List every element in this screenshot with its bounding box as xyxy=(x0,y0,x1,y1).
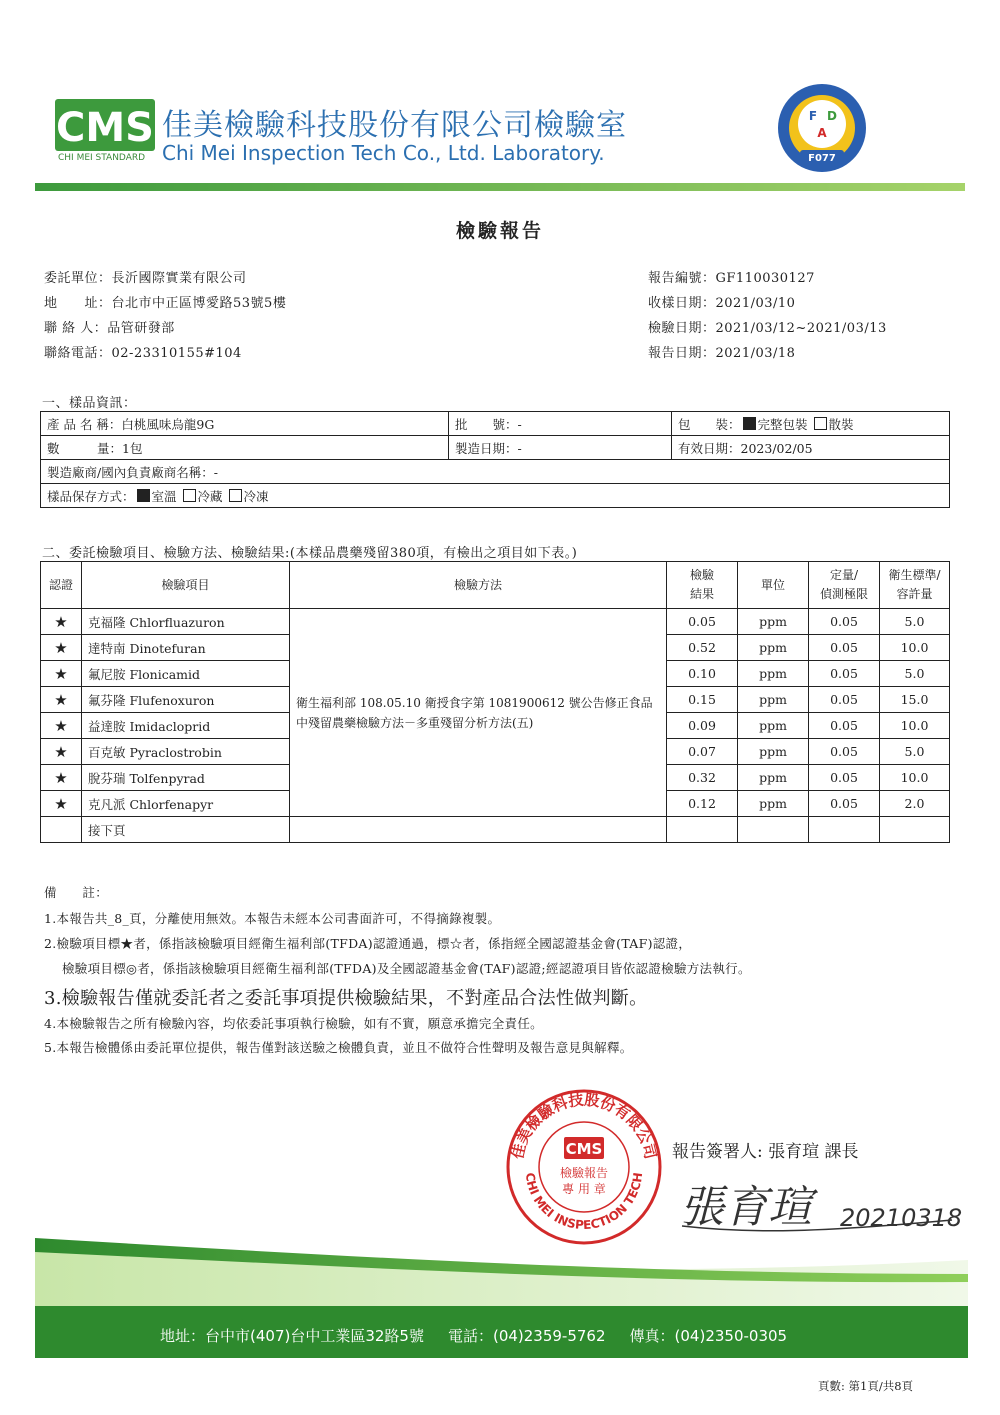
badge-letter-d: D xyxy=(827,109,837,123)
test-result: 0.05 xyxy=(667,609,738,635)
test-std: 10.0 xyxy=(880,713,950,739)
badge-code: F077 xyxy=(808,153,836,164)
received-date: 2021/03/10 xyxy=(715,296,796,311)
empty-cell xyxy=(738,817,809,843)
exp-cell xyxy=(672,436,950,460)
signature-date: 20210318 xyxy=(840,1204,962,1232)
client-phone: 02-23310155#104 xyxy=(111,346,242,361)
tests-section-title: 二、委託檢驗項目、檢驗方法、檢驗結果:(本樣品農藥殘留380項，有檢出之項目如下表。) xyxy=(42,546,578,561)
sample-section-title: 一、樣品資訊： xyxy=(42,396,137,411)
footer-contact xyxy=(160,1325,811,1346)
footer-phone: 電話：(04)2359-5762 xyxy=(447,1327,606,1345)
col-result-line2: 結果 xyxy=(689,587,714,601)
storage-label: 樣品保存方式： xyxy=(47,488,135,504)
header-divider xyxy=(35,183,965,191)
cert-star-icon: ★ xyxy=(41,713,82,739)
badge-letter-a: A xyxy=(817,126,827,140)
test-lod: 0.05 xyxy=(809,765,880,791)
test-result: 0.12 xyxy=(667,791,738,817)
qty-value: 1包 xyxy=(122,440,143,456)
client-unit-row xyxy=(44,267,247,286)
table-row xyxy=(41,460,950,484)
test-result: 0.52 xyxy=(667,635,738,661)
col-item: 檢驗項目 xyxy=(82,562,290,609)
test-date-row xyxy=(648,317,887,336)
report-no-row xyxy=(648,267,815,286)
test-std: 15.0 xyxy=(880,687,950,713)
sample-name-label: 產 品 名 稱： xyxy=(47,416,122,432)
test-unit: ppm xyxy=(738,661,809,687)
test-lod: 0.05 xyxy=(809,739,880,765)
checkbox-checked-icon xyxy=(137,489,150,502)
stamp-center-2: 專 用 章 xyxy=(562,1182,606,1196)
test-item: 氟芬隆 Flufenoxuron xyxy=(82,687,290,713)
table-header-row xyxy=(41,562,950,609)
test-lod: 0.05 xyxy=(809,635,880,661)
test-result: 0.09 xyxy=(667,713,738,739)
maker-value: - xyxy=(213,464,218,480)
report-no-label: 報告編號： xyxy=(648,271,716,286)
col-std-line2: 容許量 xyxy=(896,587,933,601)
stamp-ring-en: CHI MEI INSPECTION TECH xyxy=(522,1171,646,1233)
sample-name-cell xyxy=(41,412,449,436)
cert-star-icon: ★ xyxy=(41,661,82,687)
client-phone-label: 聯絡電話： xyxy=(44,346,112,361)
client-address: 台北市中正區博愛路53號5樓 xyxy=(111,296,287,311)
test-std: 10.0 xyxy=(880,765,950,791)
table-row xyxy=(41,484,950,508)
col-lod-line1: 定量/ xyxy=(829,568,859,582)
test-item: 克凡派 Chlorfenapyr xyxy=(82,791,290,817)
company-name-en: Chi Mei Inspection Tech Co., Ltd. Laboratory. xyxy=(162,141,605,165)
test-result: 0.15 xyxy=(667,687,738,713)
company-name-cn: 佳美檢驗科技股份有限公司檢驗室 xyxy=(162,108,627,143)
checkbox-empty-icon xyxy=(229,489,242,502)
test-std: 5.0 xyxy=(880,661,950,687)
table-row xyxy=(41,817,950,843)
checkbox-checked-icon xyxy=(743,417,756,430)
col-cert: 認證 xyxy=(41,562,82,609)
received-date-row xyxy=(648,292,795,311)
test-unit: ppm xyxy=(738,713,809,739)
signer-label: 報告簽署人: xyxy=(672,1142,763,1162)
col-unit: 單位 xyxy=(738,562,809,609)
mfg-value: - xyxy=(517,440,522,456)
client-unit-label: 委託單位： xyxy=(44,271,112,286)
table-row xyxy=(41,412,950,436)
test-date: 2021/03/12~2021/03/13 xyxy=(715,321,887,336)
storage-opt1: 室溫 xyxy=(151,488,177,504)
test-lod: 0.05 xyxy=(809,791,880,817)
test-item: 達特南 Dinotefuran xyxy=(82,635,290,661)
client-contact-row xyxy=(44,317,175,336)
empty-cell xyxy=(667,817,738,843)
batch-label: 批 號： xyxy=(455,416,518,432)
note-4: 4.本檢驗報告之所有檢驗內容，均依委託事項執行檢驗，如有不實，願意承擔完全責任。 xyxy=(44,1016,543,1031)
storage-cell xyxy=(41,484,950,508)
footer-fax: 傳真：(04)2350-0305 xyxy=(629,1327,788,1345)
test-item: 百克敏 Pyraclostrobin xyxy=(82,739,290,765)
cert-star-icon: ★ xyxy=(41,609,82,635)
test-unit: ppm xyxy=(738,609,809,635)
page-number: 頁數: 第1頁/共8頁 xyxy=(818,1379,914,1393)
test-item: 克福隆 Chlorfluazuron xyxy=(82,609,290,635)
test-item: 氟尼胺 Flonicamid xyxy=(82,661,290,687)
note-2b: 檢驗項目標◎者，係指該檢驗項目經衛生福利部(TFDA)及全國認證基金會(TAF)認證;經認證項目皆依認證檢驗方法執行。 xyxy=(62,961,751,976)
package-opt1: 完整包裝 xyxy=(757,416,808,432)
qty-label: 數 量： xyxy=(47,440,123,456)
cert-star-icon: ★ xyxy=(41,739,82,765)
logo-subtitle: CHI MEI STANDARD xyxy=(58,153,146,163)
test-item: 益達胺 Imidacloprid xyxy=(82,713,290,739)
storage-opt3: 冷凍 xyxy=(243,488,269,504)
col-lod xyxy=(809,562,880,609)
continued-label: 接下頁 xyxy=(82,817,290,843)
report-seal-stamp xyxy=(504,1087,664,1247)
report-date-label: 報告日期： xyxy=(648,346,716,361)
stamp-center-1: 檢驗報告 xyxy=(559,1166,609,1180)
table-row xyxy=(41,609,950,635)
test-std: 10.0 xyxy=(880,635,950,661)
notes-title: 備 註： xyxy=(44,885,109,900)
cert-star-icon: ★ xyxy=(41,635,82,661)
test-std: 2.0 xyxy=(880,791,950,817)
badge-letter-f: F xyxy=(808,109,818,123)
checkbox-empty-icon xyxy=(814,417,827,430)
empty-cell xyxy=(41,817,82,843)
fda-accreditation-badge xyxy=(776,82,868,174)
client-address-label: 地 址： xyxy=(44,296,112,311)
test-lod: 0.05 xyxy=(809,687,880,713)
batch-value: - xyxy=(517,416,522,432)
col-std xyxy=(880,562,950,609)
col-lod-line2: 偵測極限 xyxy=(819,587,868,601)
cert-star-icon: ★ xyxy=(41,765,82,791)
empty-cell xyxy=(290,817,667,843)
test-std: 5.0 xyxy=(880,739,950,765)
report-no: GF110030127 xyxy=(715,271,815,286)
note-5: 5.本報告檢體係由委託單位提供，報告僅對該送驗之檢體負責，並且不做符合性聲明及報告意見與解釋。 xyxy=(44,1040,633,1055)
test-result: 0.07 xyxy=(667,739,738,765)
client-phone-row xyxy=(44,342,242,361)
signer-line xyxy=(672,1137,859,1162)
exp-value: 2023/02/05 xyxy=(740,440,813,456)
test-lod: 0.05 xyxy=(809,713,880,739)
client-contact: 品管研發部 xyxy=(107,321,175,336)
client-address-row xyxy=(44,292,286,311)
maker-cell xyxy=(41,460,950,484)
note-2a: 2.檢驗項目標★者，係指該檢驗項目經衛生福利部(TFDA)認證通過，標☆者，係指經全國認證基金會(TAF)認證， xyxy=(44,936,692,951)
maker-label: 製造廠商/國內負責廠商名稱： xyxy=(47,464,214,480)
report-title: 檢驗報告 xyxy=(455,220,544,242)
sample-info-table xyxy=(40,411,950,508)
test-lod: 0.05 xyxy=(809,661,880,687)
package-opt2: 散裝 xyxy=(828,416,854,432)
test-result: 0.10 xyxy=(667,661,738,687)
logo-text: CMS xyxy=(56,105,154,151)
sample-name: 白桃風味烏龍9G xyxy=(121,416,215,432)
signer-name: 張育瑄 課長 xyxy=(768,1142,859,1162)
checkbox-empty-icon xyxy=(183,489,196,502)
received-date-label: 收樣日期： xyxy=(648,296,716,311)
package-label: 包 裝： xyxy=(678,416,741,432)
signature-name: 張育瑄 xyxy=(680,1182,812,1233)
package-cell xyxy=(672,412,950,436)
exp-label: 有效日期： xyxy=(678,440,741,456)
report-date-row xyxy=(648,342,795,361)
stamp-logo: CMS xyxy=(565,1140,603,1158)
storage-opt2: 冷藏 xyxy=(197,488,223,504)
stamp-ring-cn: 佳美檢驗科技股份有限公司 xyxy=(508,1090,660,1161)
client-unit: 長沂國際實業有限公司 xyxy=(111,271,247,286)
test-unit: ppm xyxy=(738,635,809,661)
test-unit: ppm xyxy=(738,791,809,817)
note-1: 1.本報告共_8_頁，分離使用無效。本報告未經本公司書面許可，不得摘錄複製。 xyxy=(44,911,501,926)
mfg-cell xyxy=(449,436,672,460)
test-lod: 0.05 xyxy=(809,609,880,635)
batch-cell xyxy=(449,412,672,436)
col-result xyxy=(667,562,738,609)
cert-star-icon: ★ xyxy=(41,687,82,713)
col-std-line1: 衛生標準/ xyxy=(888,568,941,582)
test-std: 5.0 xyxy=(880,609,950,635)
test-result: 0.32 xyxy=(667,765,738,791)
test-date-label: 檢驗日期： xyxy=(648,321,716,336)
mfg-label: 製造日期： xyxy=(455,440,518,456)
client-contact-label: 聯 絡 人： xyxy=(44,321,108,336)
test-unit: ppm xyxy=(738,765,809,791)
test-method: 衛生福利部 108.05.10 衛授食字第 1081900612 號公告修正食品中殘留農藥檢驗方法－多重殘留分析方法(五) xyxy=(290,609,667,817)
test-unit: ppm xyxy=(738,687,809,713)
col-result-line1: 檢驗 xyxy=(689,568,714,582)
handwritten-signature xyxy=(672,1164,962,1236)
report-date: 2021/03/18 xyxy=(715,346,796,361)
qty-cell xyxy=(41,436,449,460)
test-results-table xyxy=(40,561,950,843)
test-item: 脫芬瑞 Tolfenpyrad xyxy=(82,765,290,791)
note-3: 3.檢驗報告僅就委託者之委託事項提供檢驗結果，不對產品合法性做判斷。 xyxy=(44,988,648,1009)
test-unit: ppm xyxy=(738,739,809,765)
cert-star-icon: ★ xyxy=(41,791,82,817)
empty-cell xyxy=(809,817,880,843)
col-method: 檢驗方法 xyxy=(290,562,667,609)
empty-cell xyxy=(880,817,950,843)
footer-address: 地址：台中市(407)台中工業區32路5號 xyxy=(160,1327,424,1345)
table-row xyxy=(41,436,950,460)
